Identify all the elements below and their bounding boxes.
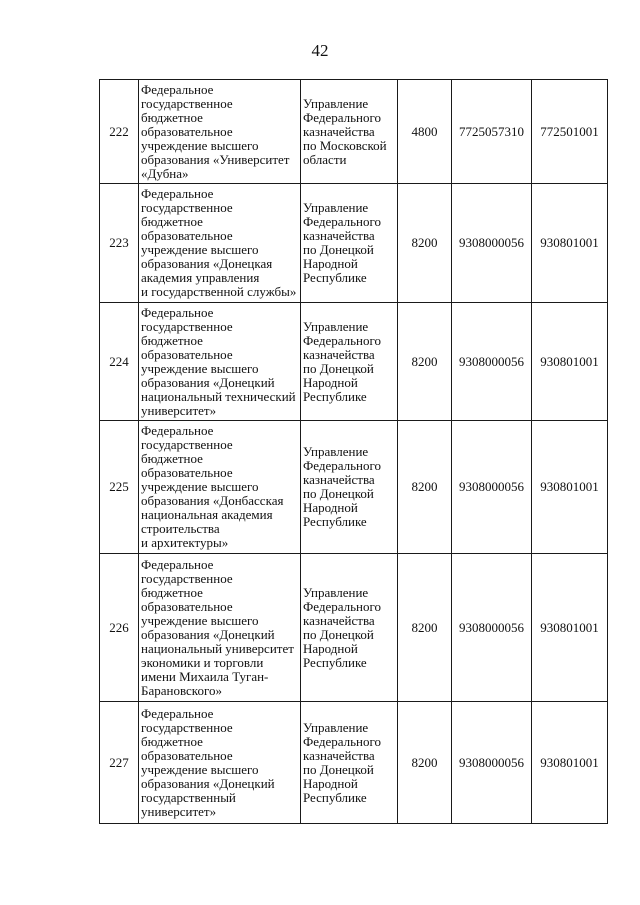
inn-cell: 9308000056 (452, 421, 532, 554)
row-number-cell: 226 (100, 554, 139, 702)
inn-cell: 9308000056 (452, 554, 532, 702)
treasury-cell: Управление Федерального казначейства по Московской области (301, 80, 398, 184)
row-number-cell: 225 (100, 421, 139, 554)
table-row (100, 702, 608, 824)
kpp-cell: 930801001 (532, 303, 608, 421)
table-row (100, 554, 608, 702)
kpp-cell: 930801001 (532, 554, 608, 702)
row-number-cell: 227 (100, 702, 139, 824)
code-cell: 8200 (398, 554, 452, 702)
inn-cell: 9308000056 (452, 702, 532, 824)
code-cell: 8200 (398, 184, 452, 303)
treasury-cell: Управление Федерального казначейства по Донецкой Народной Республике (301, 702, 398, 824)
row-number-cell: 224 (100, 303, 139, 421)
code-cell: 8200 (398, 702, 452, 824)
treasury-cell: Управление Федерального казначейства по Донецкой Народной Республике (301, 554, 398, 702)
treasury-cell: Управление Федерального казначейства по Донецкой Народной Республике (301, 184, 398, 303)
kpp-cell: 772501001 (532, 80, 608, 184)
institution-name-cell: Федеральное государственное бюджетное образовательное учреждение высшего образования «Донбасская национальная академия строительства и архитектуры» (139, 421, 301, 554)
code-cell: 4800 (398, 80, 452, 184)
institution-name-cell: Федеральное государственное бюджетное образовательное учреждение высшего образования «Донецкий национальный университет экономики и торговли имени Михаила Туган- Барановского» (139, 554, 301, 702)
inn-cell: 9308000056 (452, 303, 532, 421)
row-number-cell: 222 (100, 80, 139, 184)
code-cell: 8200 (398, 303, 452, 421)
table-row (100, 80, 608, 184)
kpp-cell: 930801001 (532, 702, 608, 824)
table-row (100, 184, 608, 303)
institution-name-cell: Федеральное государственное бюджетное образовательное учреждение высшего образования «Донецкая академия управления и государственной службы» (139, 184, 301, 303)
code-cell: 8200 (398, 421, 452, 554)
page-number: 42 (311, 41, 329, 60)
institution-name-cell: Федеральное государственное бюджетное образовательное учреждение высшего образования «Донецкий национальный технический университет» (139, 303, 301, 421)
inn-cell: 9308000056 (452, 184, 532, 303)
treasury-cell: Управление Федерального казначейства по Донецкой Народной Республике (301, 303, 398, 421)
treasury-cell: Управление Федерального казначейства по Донецкой Народной Республике (301, 421, 398, 554)
kpp-cell: 930801001 (532, 421, 608, 554)
institution-name-cell: Федеральное государственное бюджетное образовательное учреждение высшего образования «Университет «Дубна» (139, 80, 301, 184)
row-number-cell: 223 (100, 184, 139, 303)
institution-name-cell: Федеральное государственное бюджетное образовательное учреждение высшего образования «Донецкий государственный университет» (139, 702, 301, 824)
table-row (100, 303, 608, 421)
kpp-cell: 930801001 (532, 184, 608, 303)
institutions-table (99, 79, 608, 824)
table-row (100, 421, 608, 554)
inn-cell: 7725057310 (452, 80, 532, 184)
